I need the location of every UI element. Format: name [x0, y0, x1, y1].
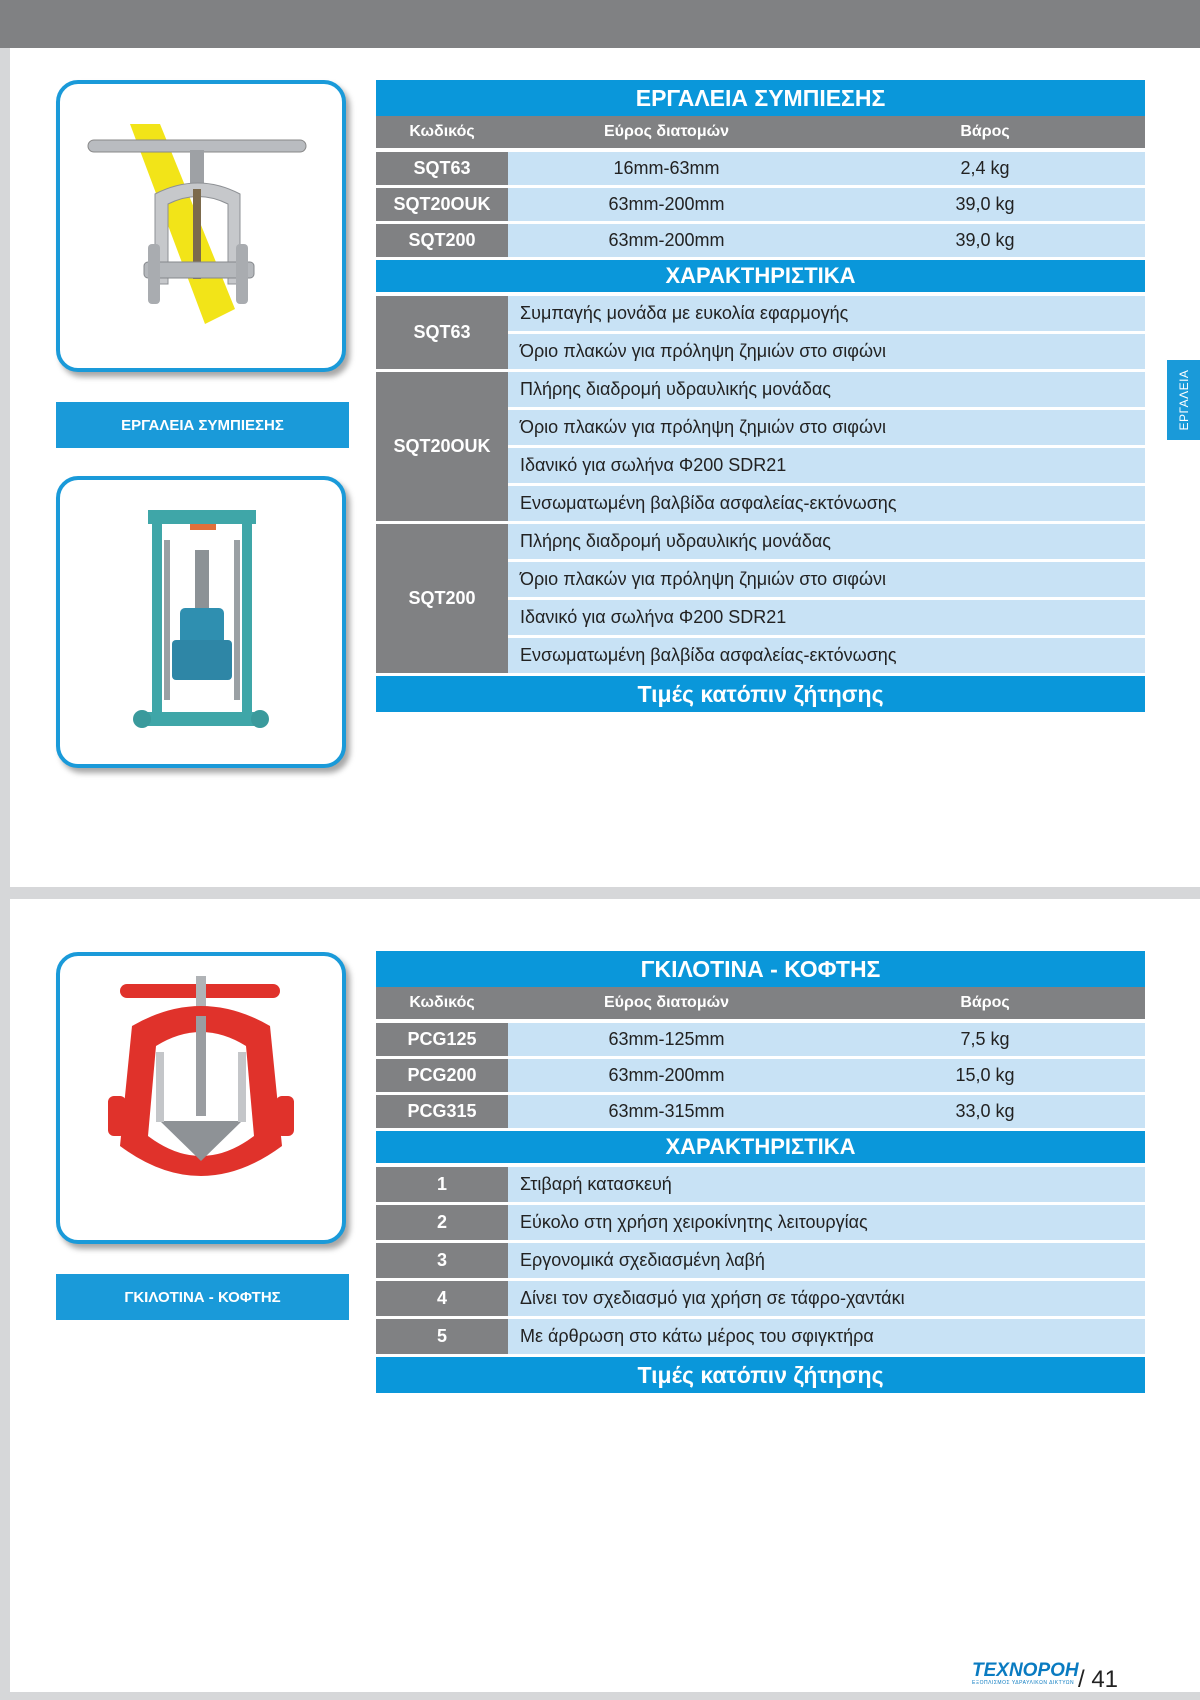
product-photo-guillotine-cutter: [56, 952, 346, 1244]
table-row: [376, 1095, 1145, 1131]
product-code: PCG315: [376, 1095, 508, 1131]
header-code: Κωδικός: [376, 116, 508, 152]
header-weight: Βάρος: [825, 116, 1145, 152]
header-code: Κωδικός: [376, 987, 508, 1023]
product-caption-guillotine: ΓΚΙΛΟΤΙΝΑ - ΚΟΦΤΗΣ: [56, 1274, 349, 1320]
guillotine-cutter-illustration: [60, 956, 342, 1240]
feature-text: Πλήρης διαδρομή υδραυλικής μονάδας: [508, 372, 1145, 410]
product-photo-compression-tool-hydraulic: [56, 476, 346, 768]
bottom-margin-strip: [0, 1692, 1200, 1700]
product-caption-compression: ΕΡΓΑΛΕΙΑ ΣΥΜΠΙΕΣΗΣ: [56, 402, 349, 448]
table-title: ΕΡΓΑΛΕΙΑ ΣΥΜΠΙΕΣΗΣ: [376, 80, 1145, 116]
product-code: SQT20OUK: [376, 188, 508, 224]
guillotine-cutter-table: [376, 951, 1145, 1393]
feature-row: [376, 296, 1145, 334]
features-title: ΧΑΡΑΚΤΗΡΙΣΤΙΚΑ: [376, 1131, 1145, 1167]
feature-row: [376, 1243, 1145, 1281]
feature-group-code: SQT63: [376, 296, 508, 372]
feature-row: [376, 1167, 1145, 1205]
feature-row: [376, 372, 1145, 410]
product-code: SQT63: [376, 152, 508, 188]
product-code: PCG200: [376, 1059, 508, 1095]
feature-row: [376, 1205, 1145, 1243]
feature-text: Πλήρης διαδρομή υδραυλικής μονάδας: [508, 524, 1145, 562]
side-tab-tools[interactable]: [1167, 360, 1200, 440]
feature-text: Στιβαρή κατασκευή: [508, 1167, 1145, 1205]
product-range: 63mm-200mm: [508, 188, 825, 224]
feature-number: 1: [376, 1167, 508, 1205]
product-range: 63mm-200mm: [508, 1059, 825, 1095]
table-row: [376, 152, 1145, 188]
feature-text: Όριο πλακών για πρόληψη ζημιών στο σιφώνι: [508, 334, 1145, 372]
feature-number: 3: [376, 1243, 508, 1281]
feature-text: Ιδανικό για σωλήνα Φ200 SDR21: [508, 600, 1145, 638]
product-code: PCG125: [376, 1023, 508, 1059]
table-title: ΓΚΙΛΟΤΙΝΑ - ΚΟΦΤΗΣ: [376, 951, 1145, 987]
feature-text: Όριο πλακών για πρόληψη ζημιών στο σιφώνι: [508, 410, 1145, 448]
feature-text: Δίνει τον σχεδιασμό για χρήση σε τάφρο-χαντάκι: [508, 1281, 1145, 1319]
feature-text: Ιδανικό για σωλήνα Φ200 SDR21: [508, 448, 1145, 486]
feature-text: Ενσωματωμένη βαλβίδα ασφαλείας-εκτόνωσης: [508, 638, 1145, 676]
feature-row: [376, 1319, 1145, 1357]
feature-group-code: SQT20OUK: [376, 372, 508, 524]
product-photo-compression-tool-small: [56, 80, 346, 372]
product-weight: 33,0 kg: [825, 1095, 1145, 1131]
feature-group-code: SQT200: [376, 524, 508, 676]
feature-text: Συμπαγής μονάδα με ευκολία εφαρμογής: [508, 296, 1145, 334]
feature-text: Εύκολο στη χρήση χειροκίνητης λειτουργίας: [508, 1205, 1145, 1243]
price-on-request: Τιμές κατόπιν ζήτησης: [376, 676, 1145, 712]
feature-row: [376, 1281, 1145, 1319]
feature-text: Ενσωματωμένη βαλβίδα ασφαλείας-εκτόνωσης: [508, 486, 1145, 524]
feature-number: 4: [376, 1281, 508, 1319]
section-divider: [10, 887, 1200, 899]
brand-name: ΤΕΧΝΟΡΟΗ: [972, 1660, 1079, 1681]
left-margin-strip: [0, 48, 10, 1700]
table-row: [376, 224, 1145, 260]
brand-tagline: ΕΞΟΠΛΙΣΜΟΣ ΥΔΡΑΥΛΙΚΩΝ ΔΙΚΤΥΩΝ: [972, 1680, 1075, 1686]
product-range: 63mm-200mm: [508, 224, 825, 260]
product-weight: 2,4 kg: [825, 152, 1145, 188]
company-logo: [972, 1660, 1079, 1686]
product-range: 63mm-125mm: [508, 1023, 825, 1059]
header-range: Εύρος διατομών: [508, 987, 825, 1023]
product-code: SQT200: [376, 224, 508, 260]
hydraulic-squeeze-tool-illustration: [60, 480, 342, 764]
side-tab-label: ΕΡΓΑΛΕΙΑ: [1176, 369, 1191, 431]
feature-text: Όριο πλακών για πρόληψη ζημιών στο σιφώνι: [508, 562, 1145, 600]
feature-number: 5: [376, 1319, 508, 1357]
header-weight: Βάρος: [825, 987, 1145, 1023]
features-title: ΧΑΡΑΚΤΗΡΙΣΤΙΚΑ: [376, 260, 1145, 296]
product-range: 63mm-315mm: [508, 1095, 825, 1131]
feature-text: Με άρθρωση στο κάτω μέρος του σφιγκτήρα: [508, 1319, 1145, 1357]
compression-clamp-illustration: [60, 84, 342, 368]
top-header-bar: [0, 0, 1200, 48]
table-row: [376, 1023, 1145, 1059]
price-on-request: Τιμές κατόπιν ζήτησης: [376, 1357, 1145, 1393]
header-range: Εύρος διατομών: [508, 116, 825, 152]
product-weight: 7,5 kg: [825, 1023, 1145, 1059]
table-row: [376, 188, 1145, 224]
table-row: [376, 1059, 1145, 1095]
product-weight: 39,0 kg: [825, 188, 1145, 224]
product-weight: 15,0 kg: [825, 1059, 1145, 1095]
feature-number: 2: [376, 1205, 508, 1243]
page-number: / 41: [1078, 1666, 1119, 1693]
feature-text: Εργονομικά σχεδιασμένη λαβή: [508, 1243, 1145, 1281]
product-range: 16mm-63mm: [508, 152, 825, 188]
product-weight: 39,0 kg: [825, 224, 1145, 260]
feature-row: [376, 524, 1145, 562]
compression-tools-table: [376, 80, 1145, 712]
